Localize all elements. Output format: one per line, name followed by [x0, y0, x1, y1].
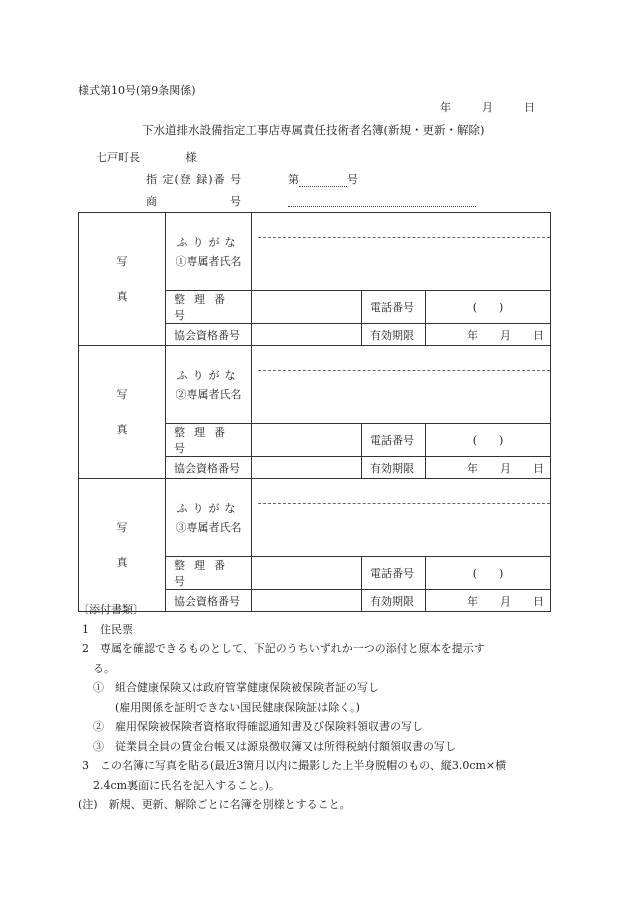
assoc-number-input-2[interactable] [252, 457, 362, 479]
form-number: 様式第10号(第9条関係) [78, 84, 196, 97]
document-title: 下水道排水設備指定工事店専属責任技術者名簿(新規・更新・解除) [142, 123, 485, 137]
photo-box-3[interactable] [79, 479, 166, 612]
assoc-number-label: 協会資格番号 [166, 324, 252, 346]
assoc-number-input-1[interactable] [252, 324, 362, 346]
phone-label: 電話番号 [362, 424, 426, 457]
photo-label-bottom: 真 [116, 556, 128, 569]
photo-label-top: 写 [116, 521, 128, 534]
assoc-number-label: 協会資格番号 [166, 590, 252, 612]
reg-prefix: 第 [288, 173, 299, 186]
addressee-name: 七戸町長 [96, 151, 140, 164]
serial-number-label: 整理番号 [166, 291, 252, 324]
attachments-heading: 〔添付書類〕 [78, 603, 144, 616]
technician-table [78, 212, 551, 612]
attachment-line: ② 雇用保険被保険者資格取得確認通知書及び保険料領収書の写し [82, 720, 423, 733]
date-line [440, 99, 535, 115]
date-day: 日 [524, 101, 535, 114]
trade-name-left: 商 [146, 195, 157, 208]
trade-name-label [146, 193, 241, 209]
attachment-line: ① 組合健康保険又は政府管掌健康保険被保険者証の写し [82, 681, 379, 694]
attachment-line: (雇用関係を証明できない国民健康保険証は除く。) [82, 700, 360, 714]
furigana-label: ふりがな [176, 502, 241, 515]
name-label-cell [166, 346, 252, 424]
attachment-note: (注) 新規、更新、解除ごとに名簿を別様とすること。 [78, 798, 351, 811]
phone-input-3[interactable]: ( ) [426, 557, 551, 590]
addressee-honorific: 様 [185, 151, 197, 164]
photo-label-bottom: 真 [116, 290, 128, 303]
attachment-line: 2 専属を確認できるものとして、下記のうちいずれか一つの添付と原本を提示す [82, 642, 485, 655]
name-input-2[interactable] [252, 346, 551, 424]
expiry-label: 有効期限 [362, 590, 426, 612]
attachment-line: 3 この名簿に写真を貼る(最近3箇月以内に撮影した上半身脱帽のもの、縦3.0cm×横 [82, 759, 507, 772]
name-input-3[interactable] [252, 479, 551, 557]
attachments-section [78, 600, 507, 815]
expiry-label: 有効期限 [362, 457, 426, 479]
name-label: ③専属者氏名 [175, 521, 242, 534]
registration-number-field[interactable] [288, 171, 358, 187]
phone-label: 電話番号 [362, 557, 426, 590]
phone-input-1[interactable]: ( ) [426, 291, 551, 324]
furigana-label: ふりがな [176, 236, 241, 249]
serial-number-label: 整理番号 [166, 557, 252, 590]
attachment-line: 1 住民票 [82, 622, 133, 636]
trade-name-right: 号 [230, 195, 241, 208]
trade-name-field[interactable] [288, 206, 476, 207]
attachment-line: る。 [82, 661, 115, 675]
name-label-cell [166, 479, 252, 557]
date-year: 年 [440, 101, 451, 114]
photo-label-bottom: 真 [116, 423, 128, 436]
reg-suffix: 号 [347, 173, 358, 186]
photo-box-2[interactable] [79, 346, 166, 479]
expiry-input-1[interactable]: 年 月 日 [426, 324, 551, 346]
serial-number-input-3[interactable] [252, 557, 362, 590]
attachment-line: ③ 従業員全員の賃金台帳又は源泉徴収簿又は所得税納付額領収書の写し [82, 739, 456, 753]
expiry-label: 有効期限 [362, 324, 426, 346]
photo-label-top: 写 [116, 388, 128, 401]
expiry-input-2[interactable]: 年 月 日 [426, 457, 551, 479]
furigana-label: ふりがな [176, 369, 241, 382]
addressee [96, 149, 197, 165]
photo-box-1[interactable] [79, 213, 166, 346]
name-label-cell [166, 213, 252, 291]
serial-number-input-1[interactable] [252, 291, 362, 324]
reg-number-blank[interactable] [299, 175, 347, 187]
assoc-number-label: 協会資格番号 [166, 457, 252, 479]
name-label: ①専属者氏名 [175, 255, 242, 268]
photo-label-top: 写 [116, 255, 128, 268]
phone-input-2[interactable]: ( ) [426, 424, 551, 457]
serial-number-label: 整理番号 [166, 424, 252, 457]
date-month: 月 [482, 101, 493, 114]
registration-number-label: 指 定(登 録)番 号 [146, 173, 243, 186]
expiry-input-3[interactable]: 年 月 日 [426, 590, 551, 612]
name-input-1[interactable] [252, 213, 551, 291]
phone-label: 電話番号 [362, 291, 426, 324]
name-label: ②専属者氏名 [175, 388, 242, 401]
attachment-line: 2.4cm裏面に氏名を記入すること。)。 [82, 778, 280, 792]
serial-number-input-2[interactable] [252, 424, 362, 457]
